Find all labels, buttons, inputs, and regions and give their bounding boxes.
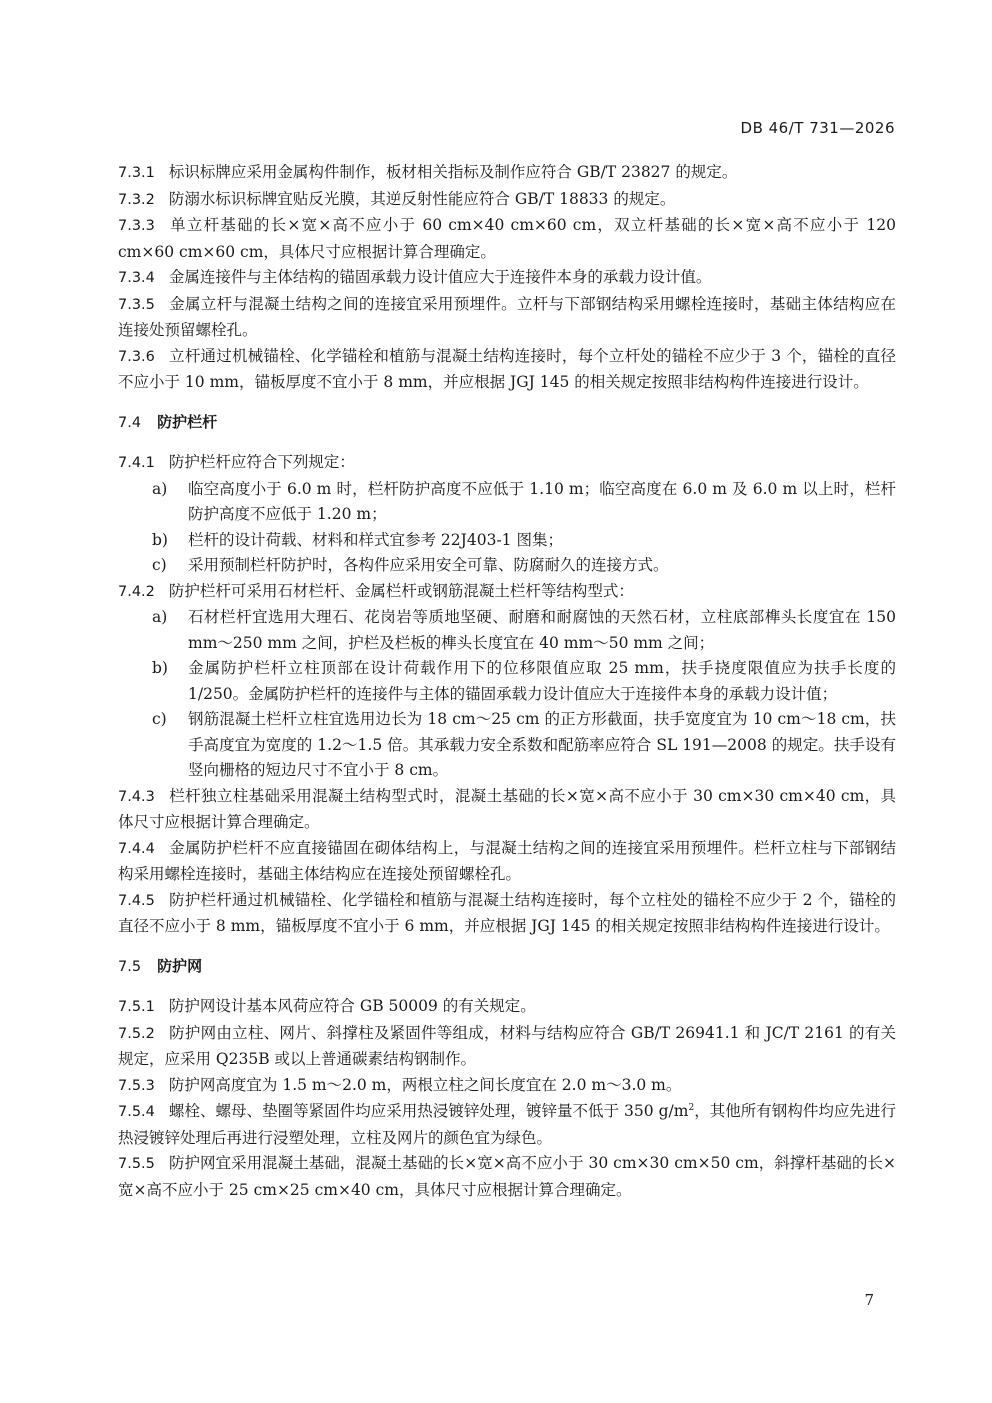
clause-7-4-4	[118, 836, 896, 888]
section-heading-7-5	[118, 954, 896, 981]
list-item-text: 钢筋混凝土栏杆立柱宜选用边长为 18 cm～25 cm 的正方形截面，扶手宽度宜为 10 cm～18 cm，扶手高度宜为宽度的 1.2～1.5 倍。其承载力安全系数和配筋率应符合 SL 191—2008 的规定。扶手设有竖向栅格的短边尺寸不宜小于 8 cm。	[188, 710, 896, 779]
clause-text: 防护网由立柱、网片、斜撑柱及紧固件等组成，材料与结构应符合 GB/T 26941.1 和 JC/T 2161 的有关规定，应采用 Q235B 或以上普通碳素结构钢制作。	[118, 1023, 896, 1068]
page-body	[118, 160, 896, 1203]
clause-7-3-5	[118, 292, 896, 344]
clause-number: 7.5.1	[118, 999, 155, 1015]
list-item	[118, 656, 896, 707]
clause-7-4-1	[118, 450, 896, 477]
clause-number: 7.5.5	[118, 1156, 155, 1172]
clause-number: 7.4.4	[118, 840, 155, 857]
list-item-text: 石材栏杆宜选用大理石、花岗岩等质地坚硬、耐磨和耐腐蚀的天然石材，立柱底部榫头长度宜在 150 mm～250 mm 之间，护栏及栏板的榫头长度宜在 40 mm～50 mm 之间；	[188, 608, 896, 652]
clause-number: 7.3.6	[118, 348, 155, 365]
section-number: 7.5	[118, 958, 142, 975]
clause-number: 7.3.1	[118, 165, 155, 181]
clause-text: 防溺水标识标牌宜贴反光膜，其逆反射性能应符合 GB/T 18833 的规定。	[168, 189, 676, 208]
clause-7-4-2	[118, 579, 896, 606]
section-title: 防护网	[157, 956, 203, 975]
clause-number: 7.5.2	[118, 1025, 155, 1042]
clause-number: 7.4.5	[118, 892, 155, 909]
clause-number: 7.4.3	[118, 788, 155, 805]
clause-text-before: 螺栓、螺母、垫圈等紧固件均应采用热浸镀锌处理，镀锌量不低于 350 g/m	[168, 1102, 689, 1120]
list-item	[118, 707, 896, 784]
clause-7-3-4	[118, 265, 896, 292]
list-marker: c)	[152, 710, 167, 728]
clause-text: 标识标牌应采用金属构件制作，板材相关指标及制作应符合 GB/T 23827 的规定。	[168, 163, 738, 181]
clause-7-5-2	[118, 1021, 896, 1073]
clause-7-3-1	[118, 160, 896, 187]
clause-text: 金属连接件与主体结构的锚固承载力设计值应大于连接件本身的承载力设计值。	[168, 268, 712, 286]
clause-7-5-5	[118, 1151, 896, 1203]
clause-text: 防护网设计基本风荷应符合 GB 50009 的有关规定。	[168, 997, 536, 1015]
document-code-header: DB 46/T 731—2026	[740, 119, 895, 137]
list-marker: a)	[152, 608, 168, 626]
list-marker: b)	[152, 659, 168, 677]
clause-number: 7.3.3	[118, 218, 155, 234]
clause-text: 防护栏杆可采用石材栏杆、金属栏杆或钢筋混凝土栏杆等结构型式：	[168, 581, 634, 600]
clause-text: 防护栏杆通过机械锚栓、化学锚栓和植筋与混凝土结构连接时，每个立柱处的锚栓不应少于 2 个，锚栓的直径不应小于 8 mm，锚板厚度不宜小于 6 mm，并应根据 JGJ 145 的相关规定按照非结构构件连接进行设计。	[118, 890, 896, 935]
list-item-text: 采用预制栏杆防护时，各构件应采用安全可靠、防腐耐久的连接方式。	[188, 556, 669, 574]
clause-text: 立杆通过机械锚栓、化学锚栓和植筋与混凝土结构连接时，每个立杆处的锚栓不应少于 3 个，锚栓的直径不应小于 10 mm，锚板厚度不宜小于 8 mm，并应根据 JGJ 145 的相关规定按照非结构构件连接进行设计。	[118, 346, 896, 391]
clause-7-5-3	[118, 1073, 896, 1100]
list-marker: b)	[152, 530, 168, 549]
list-item	[118, 553, 896, 579]
clause-text: 防护栏杆应符合下列规定：	[168, 453, 355, 471]
clause-7-4-5	[118, 888, 896, 940]
clause-number: 7.5.4	[118, 1104, 155, 1120]
clause-text: 金属立杆与混凝土结构之间的连接宜采用预埋件。立杆与下部钢结构采用螺栓连接时，基础主体结构应在连接处预留螺栓孔。	[118, 294, 896, 339]
clause-number: 7.3.4	[118, 270, 155, 286]
section-heading-7-4	[118, 410, 896, 437]
list-item-text: 临空高度小于 6.0 m 时，栏杆防护高度不应低于 1.10 m；临空高度在 6.0 m 及 6.0 m 以上时，栏杆防护高度不应低于 1.20 m；	[188, 479, 896, 523]
clause-number: 7.5.3	[118, 1077, 155, 1094]
list-item	[118, 528, 896, 554]
clause-7-3-6	[118, 344, 896, 396]
clause-7-5-4	[118, 1099, 896, 1151]
list-item	[118, 477, 896, 528]
section-title: 防护栏杆	[157, 412, 218, 431]
clause-7-5-1	[118, 994, 896, 1021]
clause-number: 7.4.1	[118, 455, 155, 471]
list-item	[118, 605, 896, 656]
superscript: 2	[688, 1102, 695, 1113]
clause-text: 栏杆独立柱基础采用混凝土结构型式时，混凝土基础的长×宽×高不应小于 30 cm×30 cm×40 cm，具体尺寸应根据计算合理确定。	[118, 786, 896, 831]
list-marker: c)	[152, 556, 167, 574]
clause-number: 7.4.2	[118, 583, 155, 600]
clause-text: 单立杆基础的长×宽×高不应小于 60 cm×40 cm×60 cm，双立杆基础的长×宽×高不应小于 120 cm×60 cm×60 cm，具体尺寸应根据计算合理确定。	[118, 216, 896, 261]
clause-number: 7.3.5	[118, 296, 155, 313]
section-number: 7.4	[118, 414, 142, 431]
list-item-text: 栏杆的设计荷载、材料和样式宜参考 22J403-1 图集；	[188, 530, 563, 549]
clause-7-3-2	[118, 187, 896, 214]
clause-text: 防护网宜采用混凝土基础，混凝土基础的长×宽×高不应小于 30 cm×30 cm×50 cm，斜撑杆基础的长×宽×高不应小于 25 cm×25 cm×40 cm，具体尺寸应根据计算合理确定。	[118, 1154, 896, 1199]
clause-text: 金属防护栏杆不应直接锚固在砌体结构上，与混凝土结构之间的连接宜采用预埋件。栏杆立柱与下部钢结构采用螺栓连接时，基础主体结构应在连接处预留螺栓孔。	[118, 838, 896, 883]
clause-7-3-3	[118, 213, 896, 265]
clause-text-after: ，其他所有钢构件均应先进行热浸镀锌处理后再进行浸塑处理，立柱及网片的颜色宜为绿色。	[118, 1102, 896, 1147]
list-item-text: 金属防护栏杆立柱顶部在设计荷载作用下的位移限值应取 25 mm，扶手挠度限值应为扶手长度的 1/250。金属防护栏杆的连接件与主体的锚固承载力设计值应大于连接件本身的承载力设计值；	[188, 659, 896, 703]
clause-7-4-3	[118, 784, 896, 836]
clause-text: 防护网高度宜为 1.5 m～2.0 m，两根立柱之间长度宜在 2.0 m～3.0 m。	[168, 1075, 682, 1094]
page-number: 7	[864, 1291, 874, 1309]
clause-number: 7.3.2	[118, 191, 155, 208]
list-marker: a)	[152, 479, 168, 498]
